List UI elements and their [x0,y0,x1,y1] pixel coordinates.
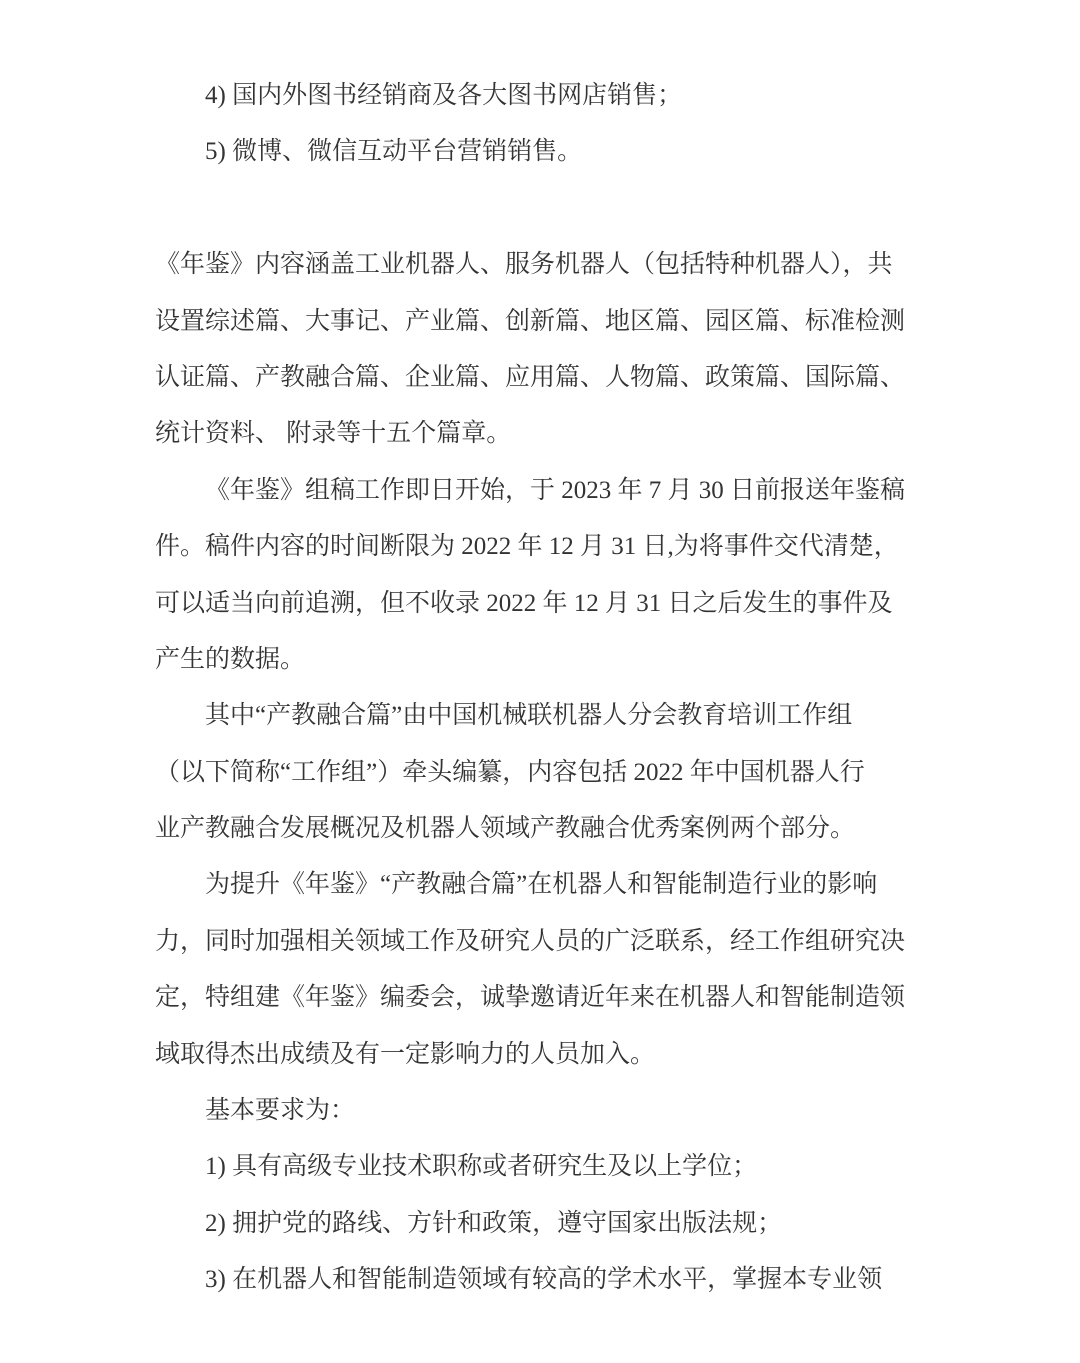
text-line: 力，同时加强相关领域工作及研究人员的广泛联系，经工作组研究决 [155,927,906,955]
text-line: 业产教融合发展概况及机器人领域产教融合优秀案例两个部分。 [155,815,856,843]
blank-line [155,181,915,237]
text-line: 基本要求为： [205,1097,356,1125]
text-line: 可以适当向前追溯，但不收录 2022 年 12 月 31 日之后发生的事件及 [155,589,893,617]
text-line: 《年鉴》内容涵盖工业机器人、服务机器人（包括特种机器人），共 [155,251,893,279]
text-line: 设置综述篇、大事记、产业篇、创新篇、地区篇、园区篇、标准检测 [155,307,906,335]
document-body-text [155,68,915,1309]
text-line: 统计资料、 附录等十五个篇章。 [155,420,512,448]
text-line: 其中“产教融合篇”由中国机械联机器人分会教育培训工作组 [205,702,853,730]
text-line: 1) 具有高级专业技术职称或者研究生及以上学位； [205,1153,758,1181]
text-line: 《年鉴》组稿工作即日开始，于 2023 年 7 月 30 日前报送年鉴稿 [205,476,906,504]
text-line: 件。稿件内容的时间断限为 2022 年 12 月 31 日,为将事件交代清楚， [155,533,899,561]
text-line: （以下简称“工作组”）牵头编纂，内容包括 2022 年中国机器人行 [155,758,865,786]
text-line: 2) 拥护党的路线、方针和政策，遵守国家出版法规； [205,1209,783,1237]
text-line: 5) 微博、微信互动平台营销销售。 [205,138,583,166]
text-line: 认证篇、产教融合篇、企业篇、应用篇、人物篇、政策篇、国际篇、 [155,363,906,391]
text-line: 域取得杰出成绩及有一定影响力的人员加入。 [155,1040,656,1068]
text-line: 产生的数据。 [155,645,306,673]
text-line: 定，特组建《年鉴》编委会，诚挚邀请近年来在机器人和智能制造领 [155,984,906,1012]
text-line: 3) 在机器人和智能制造领域有较高的学术水平，掌握本专业领 [205,1266,883,1294]
text-line: 4) 国内外图书经销商及各大图书网店销售； [205,82,683,109]
text-line: 为提升《年鉴》“产教融合篇”在机器人和智能制造行业的影响 [205,871,878,899]
